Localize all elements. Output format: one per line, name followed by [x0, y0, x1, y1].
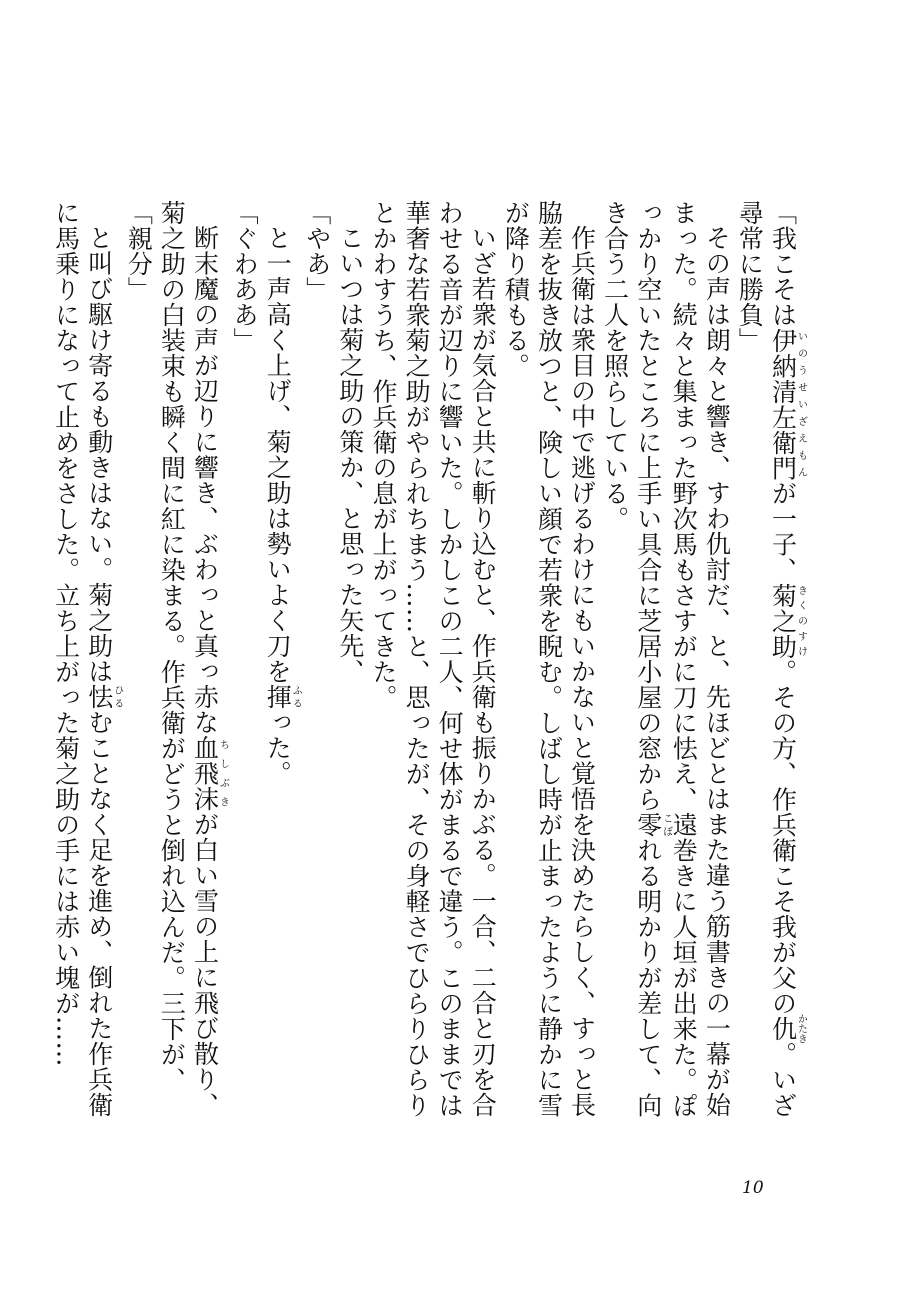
paragraph — [599, 200, 734, 1140]
ruby-word — [84, 684, 123, 710]
text-run: 。いざ尋常に勝負」 — [735, 200, 798, 1118]
paragraph — [50, 200, 123, 1140]
ruby-base: 伊納清左衛門 — [768, 327, 798, 481]
ruby-base: 揮 — [263, 684, 293, 710]
text-run: その声は朗々と響き、すわ仇討だ、と、先ほどとはまた違う筋書きの一幕が始まった。続々と集まった野次馬もさすがに刀に怯え、遠巻きに人垣が出来た。ぽっかり空いたところに上手い具合に芝居小屋の窓から — [633, 200, 732, 1118]
paragraph — [122, 200, 155, 1140]
paragraph — [334, 200, 367, 1140]
text-run: 「親分」 — [124, 200, 154, 302]
paragraph — [367, 200, 499, 1140]
text-run: 。その方、作兵衛こそ我が父の — [768, 659, 798, 1016]
text-run: 「やあ」 — [302, 200, 332, 302]
ruby-base: 菊之助 — [768, 582, 798, 659]
ruby-reading: かたき — [795, 1013, 807, 1044]
paragraph — [155, 200, 228, 1140]
ruby-base: 仇 — [768, 1013, 798, 1044]
ruby-word — [768, 327, 807, 481]
ruby-word — [768, 582, 807, 660]
ruby-base: 零 — [633, 812, 663, 838]
paragraph — [228, 200, 261, 1140]
ruby-reading: いのうせいざえもん — [795, 327, 807, 481]
text-run: 「我こそは — [768, 200, 798, 328]
ruby-word — [768, 1013, 807, 1044]
text-run: 作兵衛は衆目の中で逃げるわけにもいかないと覚悟を決めたらしく、すっと長脇差を抜き放つと、険しい顔で若衆を睨む。しばし時が止まったように静かに雪が降り積もる。 — [501, 200, 597, 1118]
ruby-base: 血飛沫 — [190, 735, 220, 812]
ruby-reading: きくのすけ — [795, 582, 807, 659]
paragraph — [499, 200, 598, 1140]
ruby-reading: こぼ — [660, 812, 672, 838]
paragraph — [733, 200, 806, 1140]
text-run: と叫び駆け寄るも動きはない。菊之助は — [84, 225, 114, 684]
vertical-text-body — [50, 200, 806, 1140]
text-run: れる明かりが差して、向き合う二人を照らしている。 — [600, 200, 663, 1118]
paragraph — [301, 200, 334, 1140]
text-run: と一声高く上げ、菊之助は勢いよく刀を — [263, 225, 293, 684]
ruby-reading: ちしぶき — [217, 735, 229, 812]
ruby-reading: ひる — [111, 684, 123, 710]
text-run: 「ぐわああ」 — [230, 200, 260, 353]
text-run: 断末魔の声が辺りに響き、ぶわっと真っ赤な — [190, 225, 220, 735]
text-run: いざ若衆が気合と共に斬り込むと、作兵衛も振りかぶる。一合、二合と刃を合わせる音が辺りに響いた。しかしこの二人、何せ体がまるで違う。このままでは華奢な若衆菊之助がやられちまう……と、思ったが、その身軽さでひらりひらりとかわすうち、作兵衛の息が上がってきた。 — [368, 200, 498, 1118]
ruby-word — [263, 684, 302, 710]
ruby-reading: ふる — [290, 684, 302, 710]
paragraph — [261, 200, 301, 1140]
text-run: った。 — [263, 709, 293, 786]
page-number: 10 — [742, 1178, 764, 1198]
ruby-word — [633, 812, 672, 838]
text-run: が一子、 — [768, 480, 798, 583]
ruby-base: 怯 — [84, 684, 114, 710]
text-run: むことなく足を進め、倒れた作兵衛に馬乗りになって止めをさした。立ち上がった菊之助の手には赤い塊が…… — [51, 200, 114, 1118]
text-run: が白い雪の上に飛び散り、菊之助の白装束も瞬く間に紅に染まる。作兵衛がどうと倒れ込んだ。三下が、 — [157, 200, 220, 1118]
ruby-word — [190, 735, 229, 812]
text-run: こいつは菊之助の策か、と思った矢先、 — [335, 225, 365, 684]
